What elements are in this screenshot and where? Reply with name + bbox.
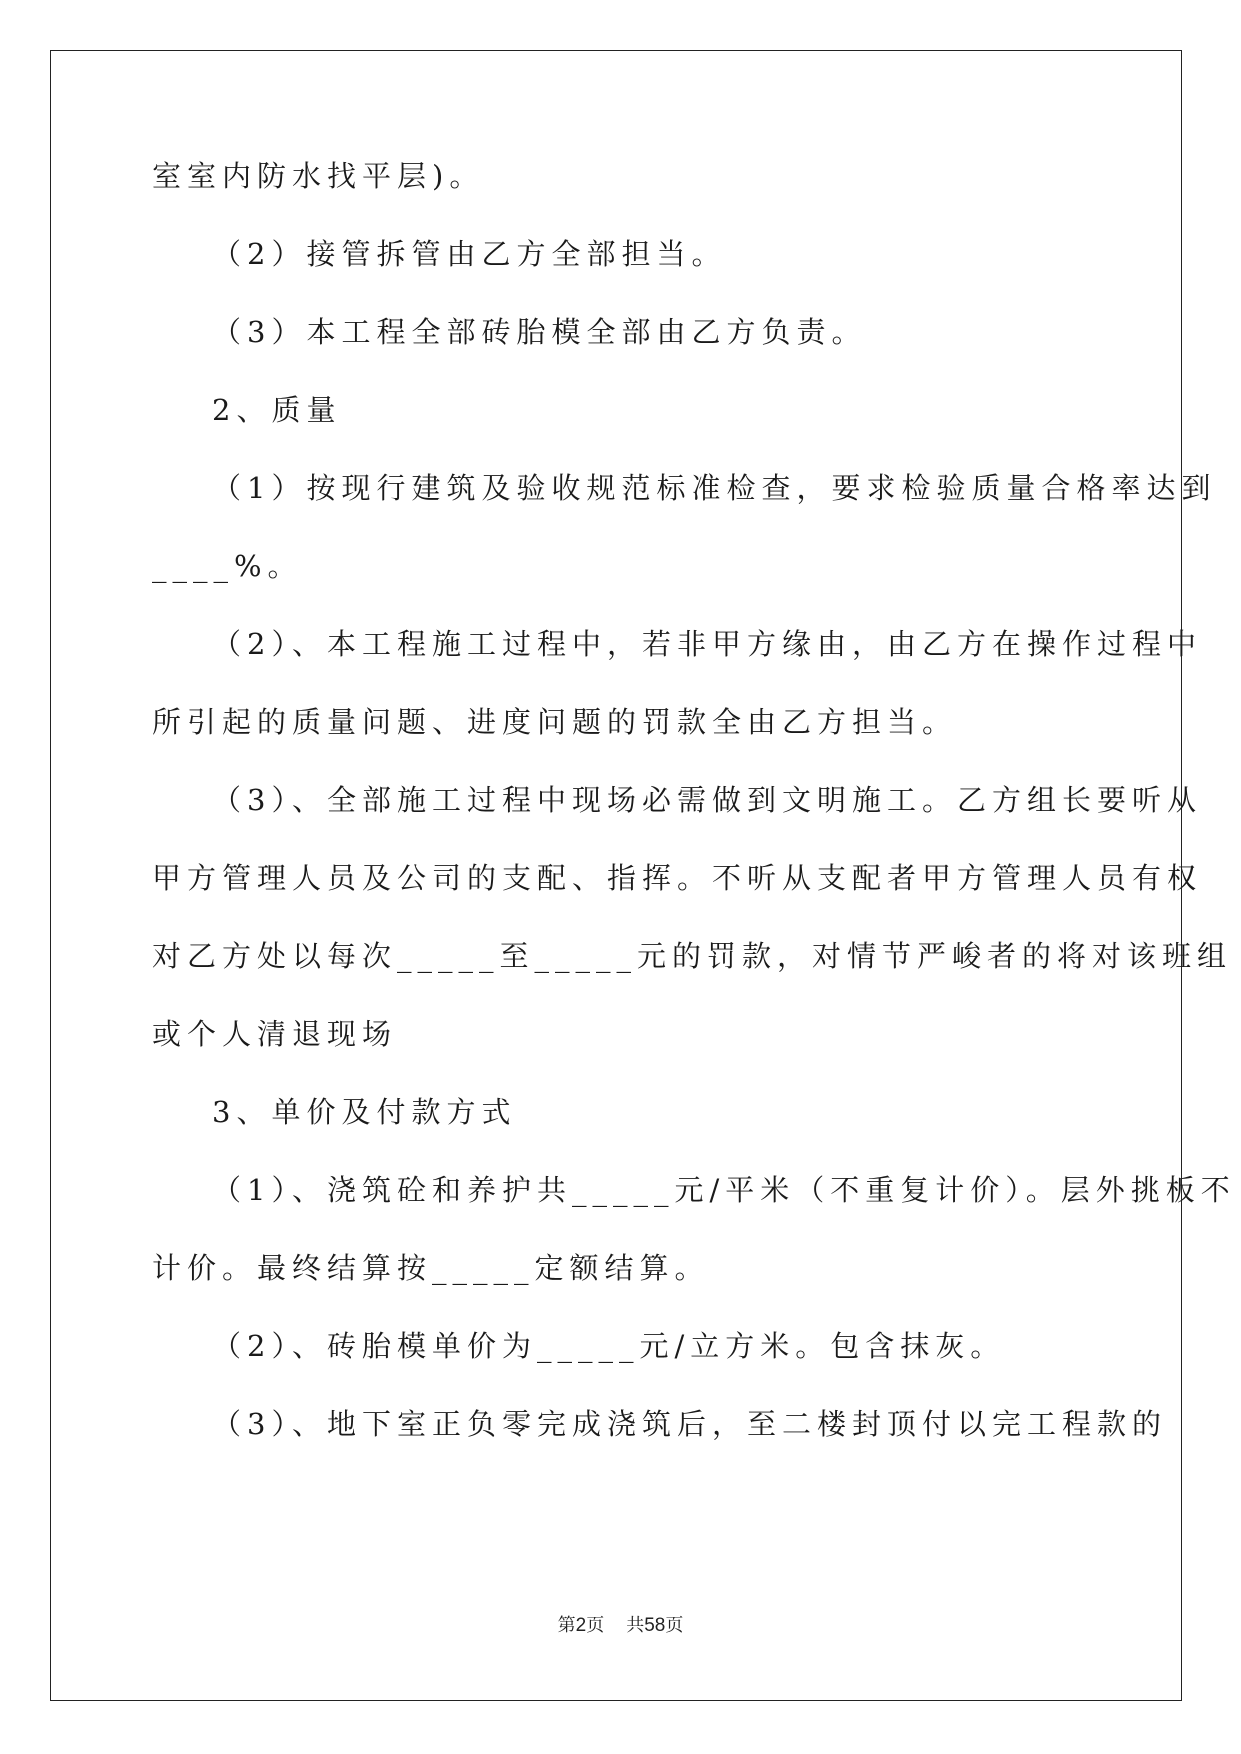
footer-page-number: 2 <box>575 1615 587 1636</box>
text-line-8: 所引起的质量问题、进度问题的罚款全由乙方担当。 <box>152 705 958 739</box>
text-line-2: （2）接管拆管由乙方全部担当。 <box>212 237 727 271</box>
footer-total-prefix: 共 <box>626 1615 645 1636</box>
footer-page-suffix: 页 <box>586 1615 605 1636</box>
footer-total-suffix: 页 <box>665 1615 684 1636</box>
text-line-12: 或个人清退现场 <box>152 1017 398 1051</box>
text-line-14: （1）、浇筑砼和养护共_____元/平米（不重复计价）。层外挑板不 <box>212 1173 1236 1207</box>
footer-total-number: 58 <box>644 1615 666 1636</box>
text-line-5: （1）按现行建筑及验收规范标准检查，要求检验质量合格率达到 <box>212 471 1217 505</box>
text-line-15: 计价。最终结算按_____定额结算。 <box>152 1251 710 1285</box>
footer-page-prefix: 第 <box>557 1615 576 1636</box>
text-line-9: （3）、全部施工过程中现场必需做到文明施工。乙方组长要听从 <box>212 783 1202 817</box>
text-line-3: （3）本工程全部砖胎模全部由乙方负责。 <box>212 315 867 349</box>
text-line-1: 室室内防水找平层)。 <box>152 159 485 193</box>
text-line-10: 甲方管理人员及公司的支配、指挥。不听从支配者甲方管理人员有权 <box>152 861 1203 895</box>
text-line-7: （2）、本工程施工过程中，若非甲方缘由，由乙方在操作过程中 <box>212 627 1202 661</box>
page-footer <box>0 1614 1241 1638</box>
text-line-17: （3）、地下室正负零完成浇筑后，至二楼封顶付以完工程款的 <box>212 1407 1167 1441</box>
section-heading-quality: 2、质量 <box>212 393 342 427</box>
section-heading-price: 3、单价及付款方式 <box>212 1095 517 1129</box>
text-line-16: （2）、砖胎模单价为_____元/立方米。包含抹灰。 <box>212 1329 1006 1363</box>
text-line-6: ____%。 <box>152 549 303 583</box>
text-line-11: 对乙方处以每次_____至_____元的罚款，对情节严峻者的将对该班组 <box>152 939 1233 973</box>
